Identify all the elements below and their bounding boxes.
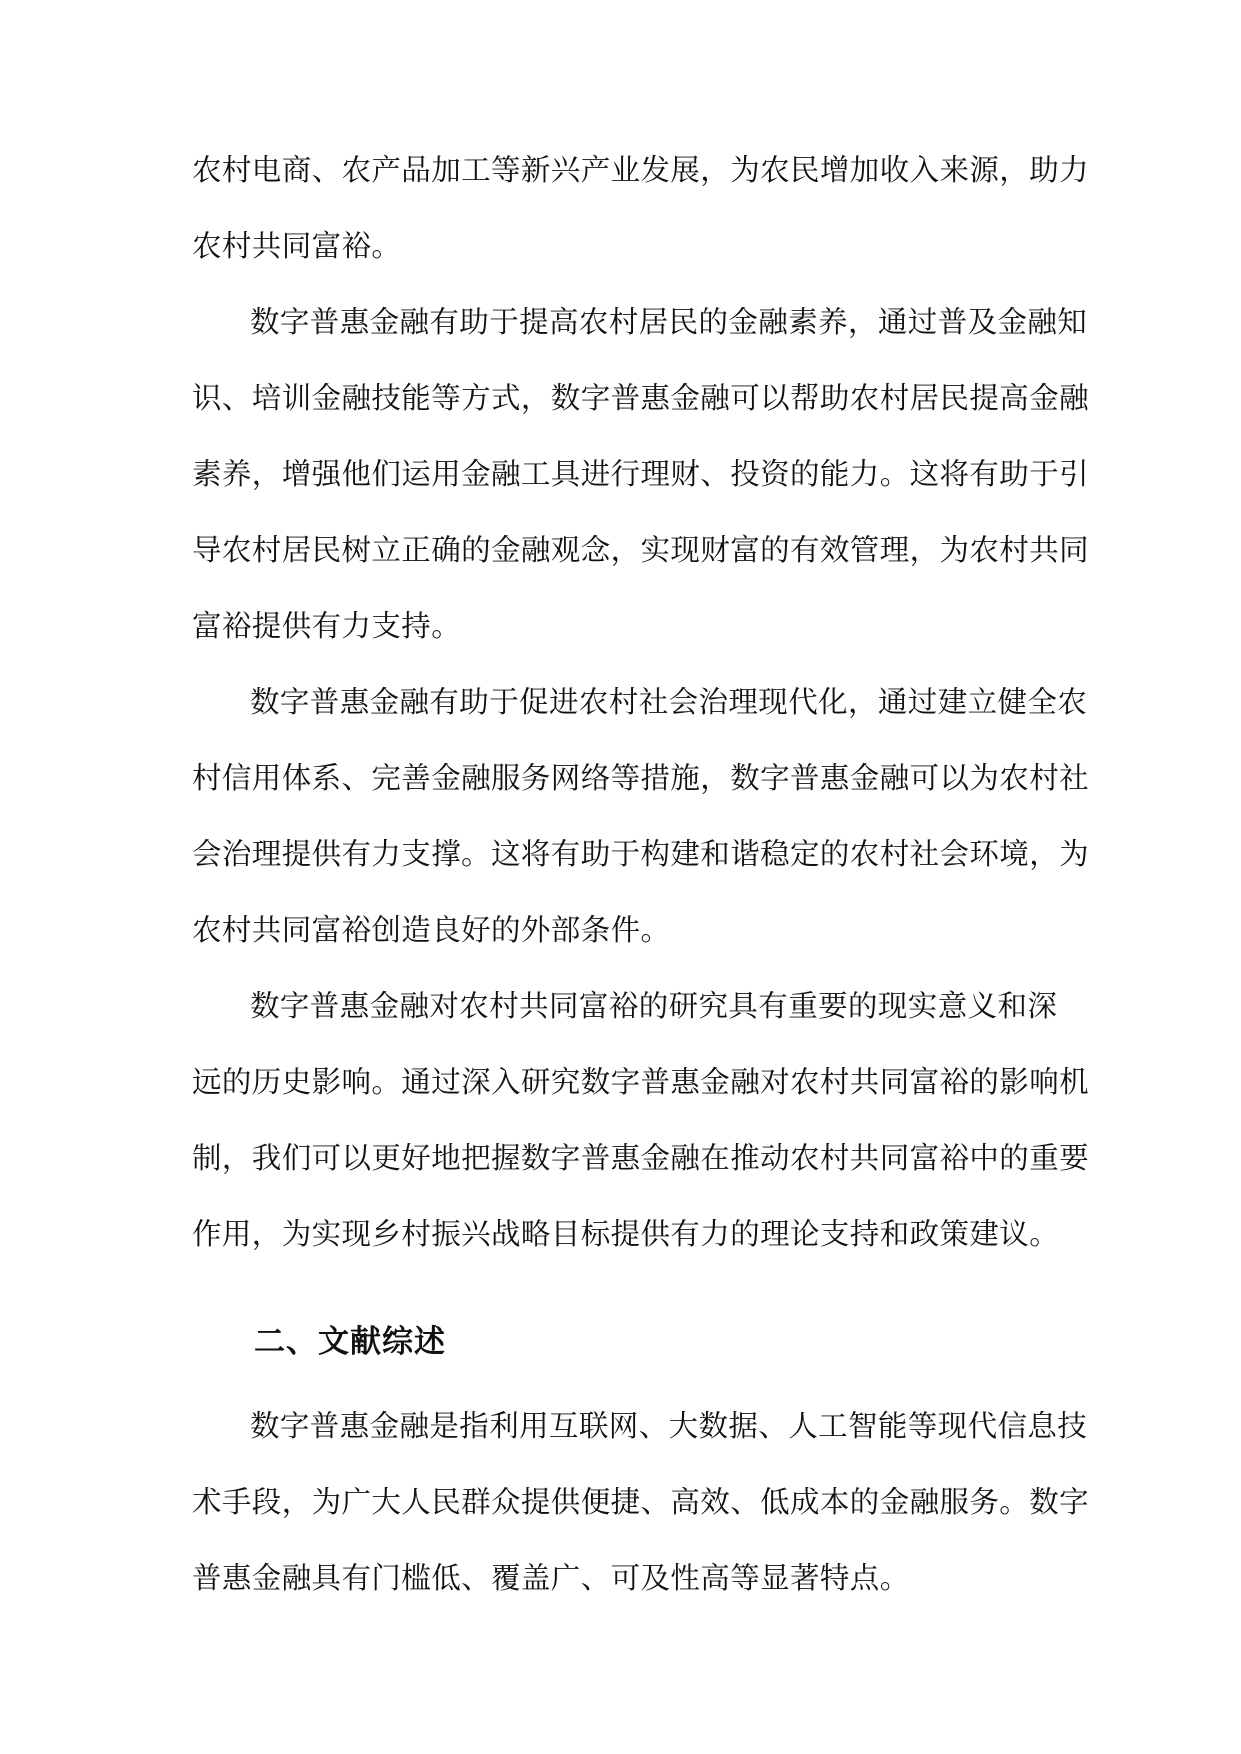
paragraph-line: 素养，增强他们运用金融工具进行理财、投资的能力。这将有助于引	[192, 457, 1090, 491]
paragraph-line: 普惠金融具有门槛低、覆盖广、可及性高等显著特点。	[192, 1561, 910, 1595]
paragraph-line: 制，我们可以更好地把握数字普惠金融在推动农村共同富裕中的重要	[192, 1141, 1090, 1175]
paragraph-line: 数字普惠金融有助于提高农村居民的金融素养，通过普及金融知	[250, 305, 1088, 339]
paragraph-line: 数字普惠金融对农村共同富裕的研究具有重要的现实意义和深	[250, 989, 1058, 1023]
paragraph-line: 术手段，为广大人民群众提供便捷、高效、低成本的金融服务。数字	[192, 1485, 1090, 1519]
paragraph-3	[192, 664, 1090, 968]
paragraph-line: 数字普惠金融是指利用互联网、大数据、人工智能等现代信息技	[250, 1409, 1088, 1443]
paragraph-line: 富裕提供有力支持。	[192, 609, 462, 643]
paragraph-1	[192, 132, 1090, 284]
paragraph-line: 导农村居民树立正确的金融观念，实现财富的有效管理，为农村共同	[192, 533, 1090, 567]
paragraph-4	[192, 968, 1090, 1272]
paragraph-line: 农村共同富裕创造良好的外部条件。	[192, 913, 671, 947]
paragraph-line: 村信用体系、完善金融服务网络等措施，数字普惠金融可以为农村社	[192, 761, 1090, 795]
paragraph-line: 会治理提供有力支撑。这将有助于构建和谐稳定的农村社会环境，为	[192, 837, 1090, 871]
section-paragraph	[192, 1388, 1090, 1616]
paragraph-line: 农村共同富裕。	[192, 229, 402, 263]
section-heading: 二、文献综述	[254, 1324, 446, 1360]
paragraph-2	[192, 284, 1090, 664]
paragraph-line: 远的历史影响。通过深入研究数字普惠金融对农村共同富裕的影响机	[192, 1065, 1090, 1099]
paragraph-line: 作用，为实现乡村振兴战略目标提供有力的理论支持和政策建议。	[192, 1217, 1060, 1251]
paragraph-line: 识、培训金融技能等方式，数字普惠金融可以帮助农村居民提高金融	[192, 381, 1090, 415]
paragraph-line: 数字普惠金融有助于促进农村社会治理现代化，通过建立健全农	[250, 685, 1088, 719]
paragraph-line: 农村电商、农产品加工等新兴产业发展，为农民增加收入来源，助力	[192, 153, 1090, 187]
